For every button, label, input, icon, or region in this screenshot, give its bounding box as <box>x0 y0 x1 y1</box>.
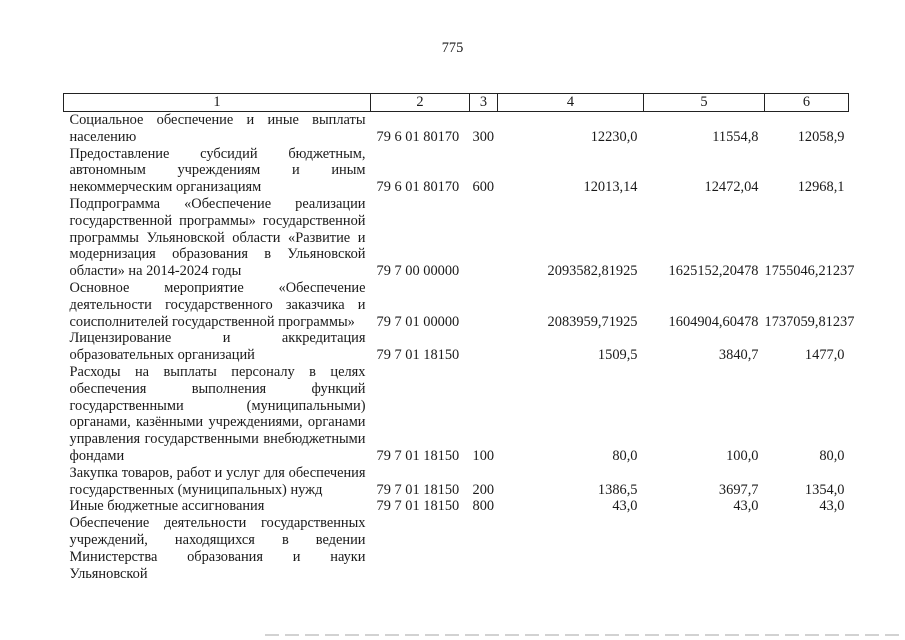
row-value-4: 43,0 <box>612 498 638 515</box>
row-value-5: 43,0 <box>733 498 759 515</box>
budget-table <box>63 93 855 582</box>
row-value-4: 2083959,71925 <box>547 313 638 330</box>
row-name: Расходы на выплаты персоналу в целях обеспечения выполнения функций государственными (муниципальными) органами, казёнными учреждениями, органами управления государственными внебюджетными фондами <box>69 363 366 464</box>
row-name: Иные бюджетные ассигнования <box>69 498 265 515</box>
table-row <box>64 330 849 364</box>
row-name: Закупка товаров, работ и услуг для обеспечения государственных (муниципальных) нужд <box>69 464 366 498</box>
row-value-5: 3697,7 <box>718 481 759 498</box>
row-type: 300 <box>472 128 495 145</box>
row-name: Социальное обеспечение и иные выплаты населению <box>69 112 366 145</box>
row-type <box>470 280 498 330</box>
row-value-5 <box>644 515 765 582</box>
row-value-5: 1625152,20478 <box>668 263 759 280</box>
row-value-6: 1755046,21237 <box>764 263 855 280</box>
row-value-4: 1509,5 <box>597 347 638 364</box>
row-value-5: 12472,04 <box>704 179 759 196</box>
scan-edge-line <box>265 634 905 636</box>
row-name: Предоставление субсидий бюджетным, автономным учреждениям и иным некоммерческим организациям <box>69 145 366 196</box>
row-type: 600 <box>472 179 495 196</box>
table-row <box>64 196 849 280</box>
table-row <box>64 112 849 146</box>
row-value-6 <box>765 515 849 582</box>
row-code: 79 7 01 18150 <box>376 481 460 498</box>
table-header-row <box>64 94 849 112</box>
row-value-4 <box>498 515 644 582</box>
row-name: Подпрограмма «Обеспечение реализации государственной программы» государственной программы Ульяновской области «Развитие и модернизация образования в Ульяновской области» на 2014-2024 годы <box>69 195 366 280</box>
row-code: 79 7 01 00000 <box>376 313 460 330</box>
row-value-6: 43,0 <box>819 498 845 515</box>
row-type: 200 <box>472 481 495 498</box>
row-value-6: 1477,0 <box>804 347 845 364</box>
row-value-5: 1604904,60478 <box>668 313 759 330</box>
column-header-6: 6 <box>765 94 849 112</box>
row-name: Лицензирование и аккредитация образовательных организаций <box>69 330 366 364</box>
row-value-5: 100,0 <box>726 447 759 464</box>
row-value-6: 12968,1 <box>797 179 845 196</box>
row-code <box>371 515 470 582</box>
row-value-6: 12058,9 <box>797 128 845 145</box>
column-header-3: 3 <box>470 94 498 112</box>
table-row <box>64 146 849 196</box>
row-value-4: 2093582,81925 <box>547 263 638 280</box>
row-type: 100 <box>472 447 495 464</box>
table-row <box>64 515 849 582</box>
row-code: 79 6 01 80170 <box>376 128 460 145</box>
row-code: 79 7 00 00000 <box>376 263 460 280</box>
row-value-6: 1354,0 <box>804 481 845 498</box>
row-code: 79 6 01 80170 <box>376 179 460 196</box>
column-header-2: 2 <box>371 94 470 112</box>
row-type: 800 <box>472 498 495 515</box>
table-row <box>64 280 849 330</box>
row-value-6: 80,0 <box>819 447 845 464</box>
row-type <box>470 515 498 582</box>
row-code: 79 7 01 18150 <box>376 347 460 364</box>
row-type <box>470 330 498 364</box>
table-row <box>64 498 849 515</box>
row-value-4: 80,0 <box>612 447 638 464</box>
row-value-4: 12013,14 <box>583 179 638 196</box>
row-value-4: 12230,0 <box>590 128 638 145</box>
row-name: Обеспечение деятельности государственных учреждений, находящихся в ведении Министерства образования и науки Ульяновской <box>69 515 366 582</box>
row-value-5: 11554,8 <box>712 128 759 145</box>
row-code: 79 7 01 18150 <box>376 447 460 464</box>
table-row <box>64 465 849 499</box>
column-header-4: 4 <box>498 94 644 112</box>
row-value-6: 1737059,81237 <box>764 313 855 330</box>
page-number: 775 <box>441 40 464 56</box>
row-type <box>470 196 498 280</box>
column-header-5: 5 <box>644 94 765 112</box>
row-code: 79 7 01 18150 <box>376 498 460 515</box>
row-value-4: 1386,5 <box>597 481 638 498</box>
table-row <box>64 364 849 465</box>
row-value-5: 3840,7 <box>718 347 759 364</box>
row-name: Основное мероприятие «Обеспечение деятельности государственного заказчика и соисполнителей государственной программы» <box>69 279 366 330</box>
column-header-1: 1 <box>64 94 371 112</box>
